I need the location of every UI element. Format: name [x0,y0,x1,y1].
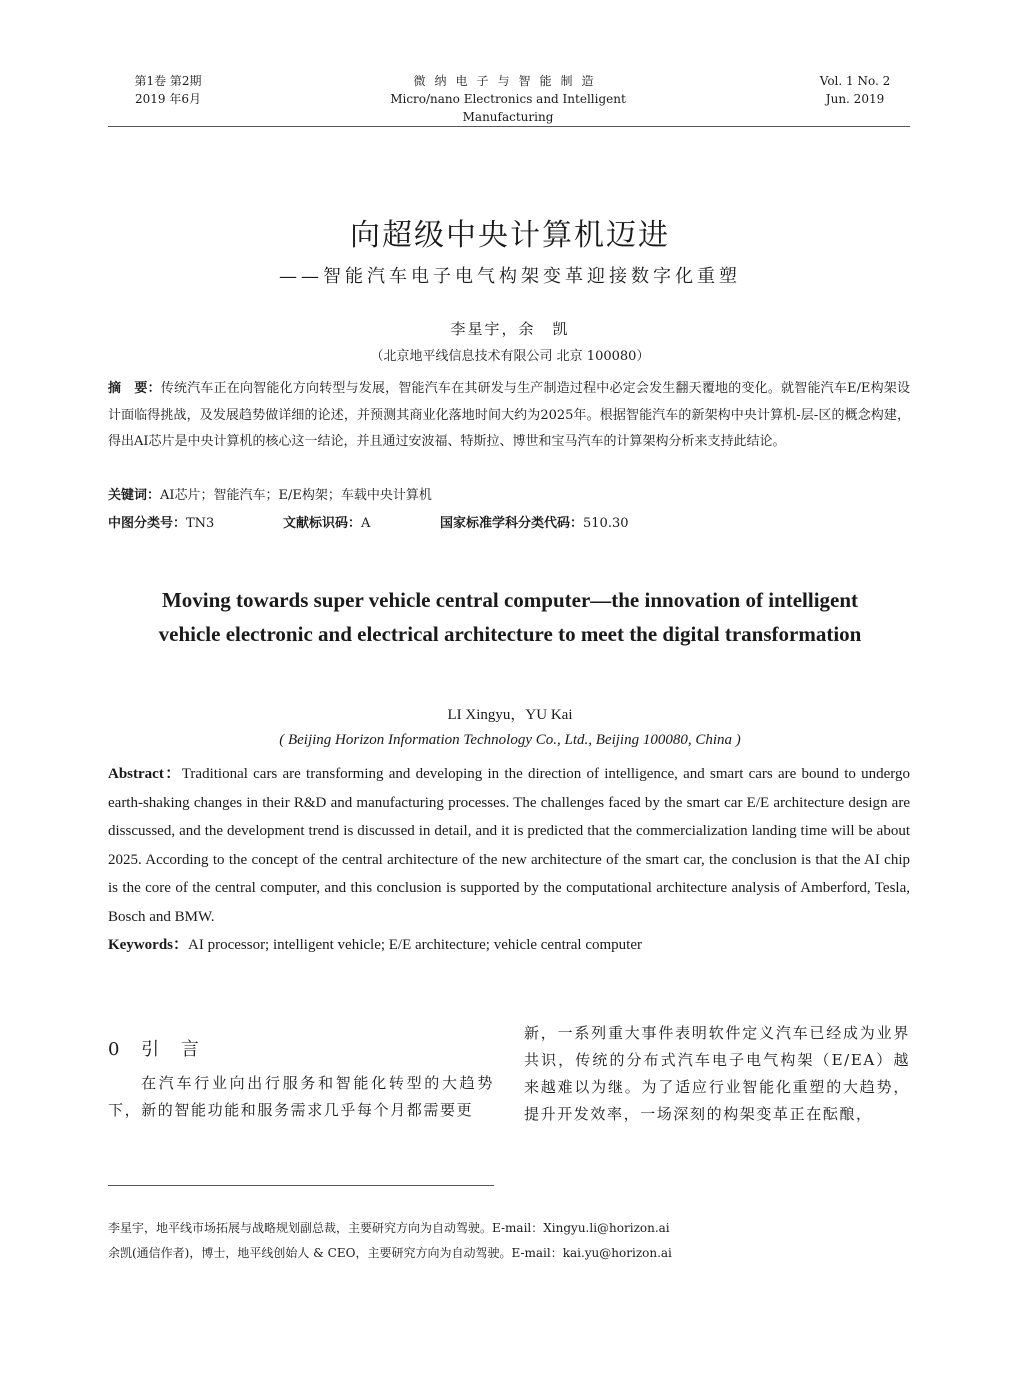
classification-codes [108,513,910,535]
header-date-cn: 2019 年6月 [135,92,201,106]
footnote-author-1: 李星宇，地平线市场拓展与战略规划副总裁，主要研究方向为自动驾驶。E-mail：Xingyu.li@horizon.ai [108,1221,670,1235]
header-volume-issue: 第1卷 第2期 [134,74,202,88]
abstract-en-label: Abstract： [108,766,182,782]
keywords-en [108,933,910,957]
header-journal-name [358,72,658,126]
document-code [283,513,370,535]
introduction-text-left: 在汽车行业向出行服务和智能化转型的大趋势下，新的智能功能和服务需求几乎每个月都需要更 [108,1074,494,1119]
document-code-label: 文献标识码： [283,516,362,531]
document-code-value: A [361,516,371,531]
discipline-code-value: 510.30 [583,516,629,531]
keywords-cn [108,485,910,507]
paper-subtitle-cn: ——智能汽车电子电气构架变革迎接数字化重塑 [279,266,741,287]
keywords-cn-text: AI芯片；智能汽车；E/E构架；车载中央计算机 [160,488,432,503]
header-issue-info-en [800,72,910,108]
body-column-left [108,1030,494,1124]
footnote-author-2: 余凯(通信作者)，博士，地平线创始人 & CEO，主要研究方向为自动驾驶。E-mail：kai.yu@horizon.ai [108,1246,672,1260]
clc-code [108,513,214,535]
footnote-divider [108,1185,494,1186]
keywords-en-label: Keywords： [108,937,188,953]
authors-en: LI Xingyu，YU Kai [447,707,573,723]
abstract-en [108,760,910,932]
affiliation-cn: （北京地平线信息技术有限公司 北京 100080） [370,349,650,364]
clc-label: 中图分类号： [108,516,187,531]
keywords-cn-label: 关键词： [108,488,161,503]
clc-value: TN3 [186,516,215,531]
header-date-en: Jun. 2019 [825,92,885,106]
introduction-paragraph-left [108,1070,494,1124]
header-volume-en: Vol. 1 No. 2 [819,74,891,88]
abstract-en-text: Traditional cars are transforming and developing in the direction of intelligence, and smart cars are bound to undergo earth-shaking changes in their R&D and manufacturing processes. The challenges faced by the smart car E/E architecture design are disscussed, and the development trend is discussed in detail, and it is predicted that the commercialization landing time will be about 2025. According to the concept of the central architecture of the new architecture of the smart car, the conclusion is that the AI chip is the core of the central computer, and this conclusion is supported by the computational architecture analysis of Amberford, Tesla, Bosch and BMW. [108,766,911,925]
introduction-text-right: 新，一系列重大事件表明软件定义汽车已经成为业界共识，传统的分布式汽车电子电气构架（E/EA）越来越难以为继。为了适应行业智能化重塑的大趋势，提升开发效率，一场深刻的构架变革正在酝酿， [524,1024,910,1123]
discipline-code [440,513,629,535]
keywords-en-text: AI processor; intelligent vehicle; E/E architecture; vehicle central computer [188,937,642,953]
paper-title-cn: 向超级中央计算机迈进 [350,218,670,253]
abstract-cn-text: 传统汽车正在向智能化方向转型与发展，智能汽车在其研发与生产制造过程中必定会发生翻天覆地的变化。就智能汽车E/E构架设计面临得挑战，及发展趋势做详细的论述，并预测其商业化落地时间大约为2025年。根据智能汽车的新架构中央计算机-层-区的概念构建，得出AI芯片是中央计算机的核心这一结论，并且通过安波福、特斯拉、博世和宝马汽车的计算架构分析来支持此结论。 [108,381,910,449]
header-journal-name-cn: 微纳电子与智能制造 [413,74,603,88]
abstract-cn-label: 摘 要： [108,381,161,396]
author-footnotes [108,1216,910,1266]
running-header [108,72,910,127]
discipline-code-label: 国家标准学科分类代码： [440,516,584,531]
authors-cn: 李星宇，余 凯 [450,320,570,338]
affiliation-en: ( Beijing Horizon Information Technology Co., Ltd., Beijing 100080, China ) [279,732,741,748]
body-column-right [524,1020,910,1128]
section-heading-introduction: 0 引 言 [108,1039,207,1060]
header-issue-info [108,72,228,108]
paper-title-en: Moving towards super vehicle central computer—the innovation of intelligent vehicle electronic and electrical architecture to meet the digital transformation [158,588,862,646]
header-journal-name-en: Micro/nano Electronics and Intelligent Manufacturing [390,92,626,124]
abstract-cn [108,376,910,456]
